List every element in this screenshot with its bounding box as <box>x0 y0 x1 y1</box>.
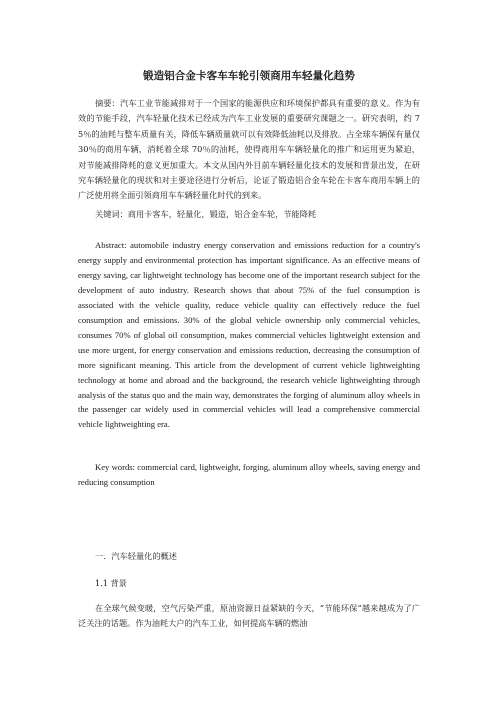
section-heading-1-1: 1.1 背景 <box>95 578 127 588</box>
section-heading-1: 一．汽车轻量化的概述 <box>95 551 177 561</box>
background-paragraph: 在全球气候变暖，空气污染严重，原油资源日益紧缺的今天，“节能环保”越来越成为了广泛关注的话题。作为油耗大户的汽车工业，如何提高车辆的燃油 <box>78 603 420 629</box>
chinese-keywords: 关键词：商用卡客车，轻量化，锻造，铝合金车轮，节能降耗 <box>95 209 317 219</box>
chinese-abstract: 摘要：汽车工业节能减排对于一个国家的能源供应和环境保护都具有重要的意义。作为有效的节能手段，汽车轻量化技术已经成为汽车工业发展的重要研究课题之一。研究表明，约 75％的油耗与整车质量有关，降低车辆质量就可以有效降低油耗以及排放。占全球车辆保有量仅 30％的商用车辆，消耗着全球 70％的油耗，使得商用车车辆轻量化的推广和运用更为紧迫，对节能减排降耗的意义更加重大。本文从国内外目前车辆轻量化技术的发展和背景出发，在研究车辆轻量化的现状和对主要途径进行分析后，论证了锻造铝合金车轮在卡客车商用车辆上的广泛使用将全面引领商用车车辆轻量化时代的到来。 <box>78 98 420 201</box>
document-title: 锻造铝合金卡客车车轮引领商用车轻量化趋势 <box>143 70 355 82</box>
english-keywords: Key words: commercial card, lightweight, forging, aluminum alloy wheels, saving energy and reducing consumption <box>78 462 420 487</box>
english-abstract: Abstract: automobile industry energy conservation and emissions reduction for a country's energy supply and environmental protection has important significance. As an effective means of energy saving, car lightweight technology has become one of the important research subject for the development of auto industry. Research shows that about 75% of the fuel consumption is associated with the vehicle quality, reduce vehicle quality can effectively reduce the fuel consumption and emissions. 30% of the global vehicle ownership only commercial vehicles, consumes 70% of global oil consumption, makes commercial vehicles lightweight extension and use more urgent, for energy conservation and emissions reduction, decreasing the consumption of more significant meaning. This article from the development of current vehicle lightweighting technology at home and abroad and the background, the research vehicle lightweighting through analysis of the status quo and the main way, demonstrates the forging of aluminum alloy wheels in the passenger car widely used in commercial vehicles will lead a comprehensive commercial vehicle lightweighting era. <box>78 240 420 430</box>
